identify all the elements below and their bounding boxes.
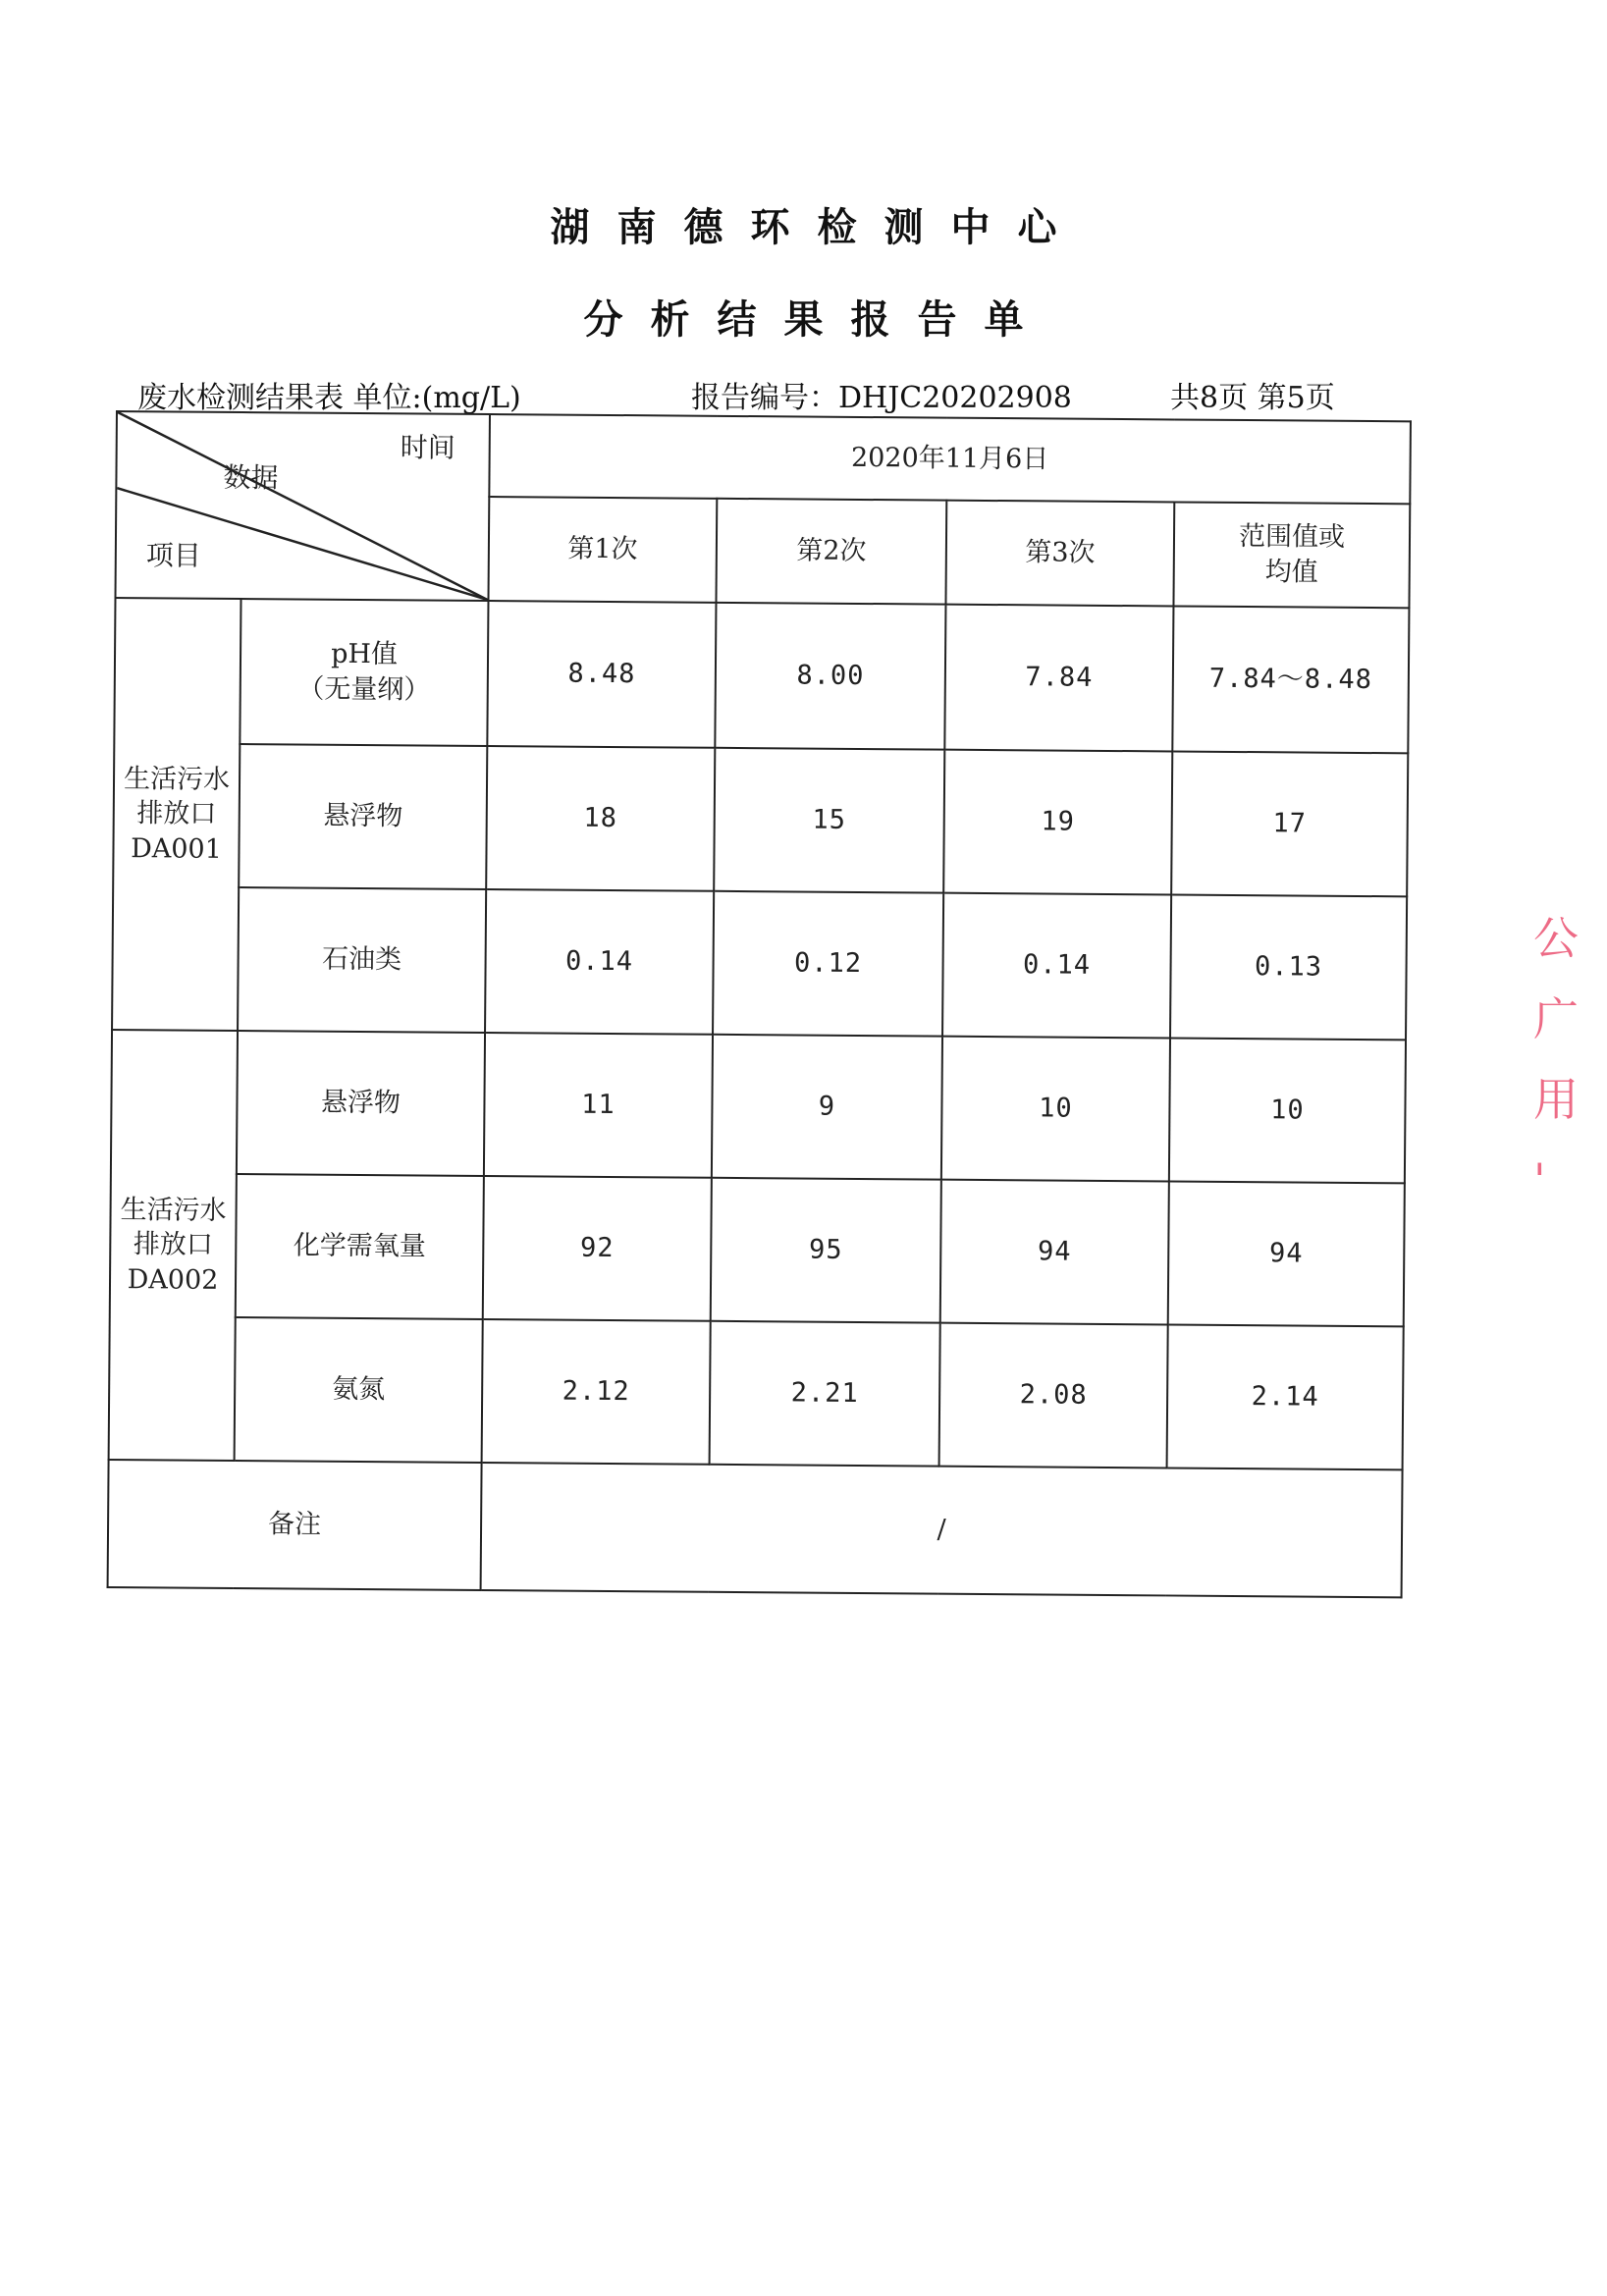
- range-header-line1: 范围值或: [1238, 521, 1346, 554]
- table-row: [112, 886, 1407, 1040]
- stamp-glyph: 广: [1533, 992, 1579, 1045]
- location-cell-da001: [112, 598, 241, 1031]
- range-header-line2: 均值: [1264, 557, 1318, 588]
- header-corner-cell: [115, 411, 489, 601]
- value-cell: 2.12: [482, 1319, 711, 1465]
- value-cell: 94: [1168, 1181, 1405, 1326]
- column-header-1: 第1次: [488, 497, 717, 603]
- stamp-glyph: 用: [1533, 1073, 1579, 1126]
- table-row: [114, 598, 1409, 753]
- item-cell: 氨氮: [235, 1317, 483, 1463]
- table-row: [113, 743, 1408, 896]
- location-line: DA002: [127, 1263, 219, 1296]
- value-cell: 95: [711, 1178, 941, 1323]
- stamp-glyph: 公: [1533, 912, 1579, 965]
- value-cell: 7.84: [944, 605, 1173, 752]
- value-cell: 0.14: [485, 889, 714, 1035]
- corner-label-time: 时间: [400, 431, 455, 464]
- location-line: 排放口: [136, 798, 217, 830]
- doc-type-title: 分析结果报告单: [583, 297, 1051, 343]
- value-cell: 8.00: [715, 603, 945, 750]
- item-cell: 悬浮物: [237, 1031, 485, 1176]
- location-line: DA001: [131, 832, 222, 865]
- value-cell: 2.14: [1167, 1324, 1404, 1469]
- red-seal-stamp-edge: [1533, 898, 1579, 1222]
- value-cell: 2.08: [939, 1323, 1168, 1468]
- item-cell: 石油类: [238, 887, 486, 1033]
- location-line: 生活污水: [120, 1194, 227, 1226]
- table-row: [110, 1173, 1405, 1326]
- page-info: 共8页 第5页: [1170, 381, 1335, 415]
- value-cell: 10: [1169, 1038, 1406, 1183]
- value-cell: 2.21: [710, 1321, 940, 1467]
- remarks-value: /: [481, 1463, 1403, 1597]
- results-table: [107, 410, 1412, 1598]
- value-cell: 9: [712, 1035, 942, 1180]
- item-cell: 悬浮物: [239, 744, 487, 889]
- value-cell: 11: [484, 1033, 713, 1178]
- table-row: [111, 1030, 1406, 1183]
- location-line: 生活污水: [123, 763, 231, 795]
- corner-label-data: 数据: [223, 460, 279, 495]
- item-cell: [240, 599, 488, 746]
- column-header-2: 第2次: [716, 499, 946, 605]
- item-cell: 化学需氧量: [236, 1174, 484, 1319]
- corner-label-item: 项目: [145, 539, 201, 572]
- item-line: pH值: [331, 639, 399, 670]
- value-cell: 19: [943, 750, 1172, 895]
- date-header-cell: 2020年11月6日: [489, 414, 1411, 504]
- item-line: （无量纲）: [297, 673, 431, 706]
- value-cell: 8.48: [487, 601, 716, 748]
- org-title: 湖南德环检测中心: [550, 205, 1085, 250]
- stamp-glyph: ': [1533, 1153, 1546, 1206]
- value-cell: 10: [941, 1037, 1170, 1182]
- value-cell: 18: [486, 746, 715, 891]
- location-line: 排放口: [133, 1229, 213, 1260]
- value-cell: 17: [1171, 751, 1408, 896]
- remarks-label: 备注: [108, 1460, 482, 1590]
- results-table-wrapper: [107, 410, 1410, 1594]
- value-cell: 92: [483, 1176, 712, 1321]
- location-cell-da002: [109, 1030, 238, 1461]
- table-row: [109, 1316, 1404, 1469]
- column-header-3: 第3次: [945, 501, 1174, 607]
- value-cell: 94: [940, 1180, 1169, 1325]
- value-cell: 7.84～8.48: [1172, 606, 1409, 753]
- value-cell: 15: [714, 748, 944, 893]
- column-header-range: [1173, 502, 1410, 608]
- value-cell: 0.14: [942, 893, 1171, 1039]
- value-cell: 0.12: [713, 891, 943, 1037]
- report-number: 报告编号：DHJC20202908: [691, 381, 1072, 415]
- value-cell: 0.13: [1170, 894, 1407, 1040]
- table-title: 废水检测结果表 单位:(mg/L): [137, 381, 521, 415]
- remarks-row: [108, 1460, 1403, 1597]
